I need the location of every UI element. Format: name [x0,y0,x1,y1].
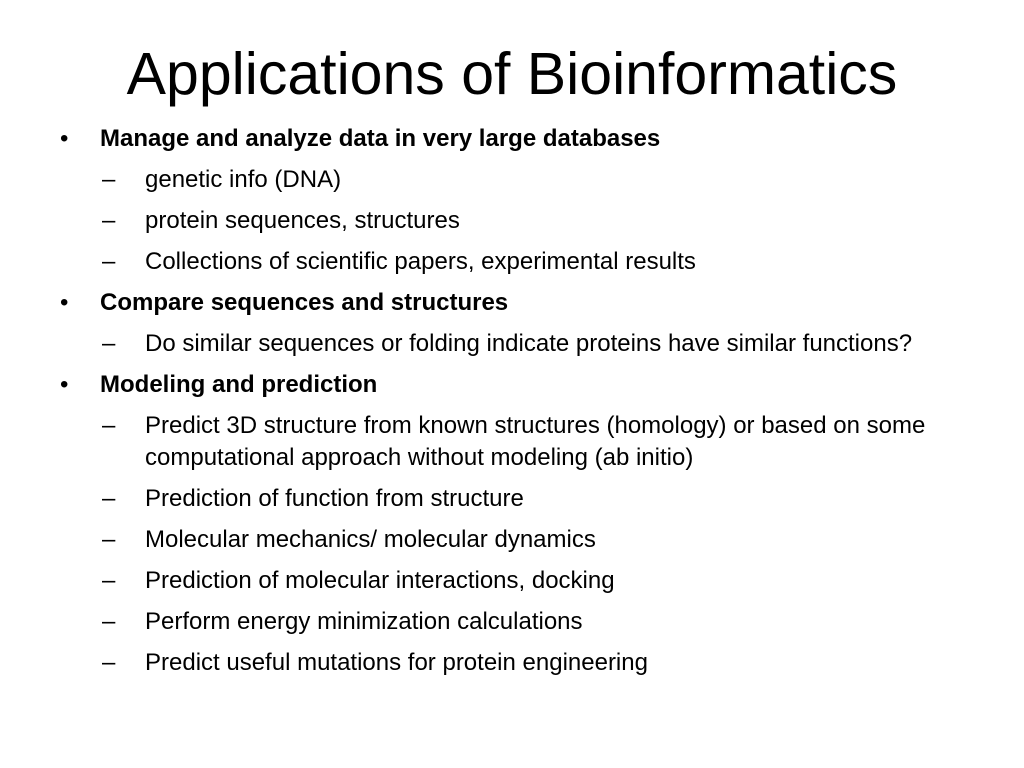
sub-item [100,483,976,515]
sub-item-text: Prediction of molecular interactions, docking [145,567,615,594]
dash-mark: – [102,649,116,676]
dash-mark: – [102,526,116,553]
sub-item [100,164,976,196]
sub-list [100,164,976,278]
bullet-mark: • [60,289,69,316]
bullet-item [56,287,976,360]
sub-item [100,606,976,638]
sub-item [100,328,976,360]
sub-item-text: Molecular mechanics/ molecular dynamics [145,526,596,553]
dash-mark: – [102,567,116,594]
sub-item [100,647,976,679]
sub-item-text: protein sequences, structures [145,207,460,234]
sub-item-text: genetic info (DNA) [145,166,342,193]
sub-item-text: Prediction of function from structure [145,485,524,512]
dash-mark: – [102,412,116,439]
sub-item [100,565,976,597]
bullet-heading: Compare sequences and structures [100,289,509,316]
sub-item [100,246,976,278]
dash-mark: – [102,166,116,193]
sub-item [100,205,976,237]
sub-item-text: Perform energy minimization calculations [145,608,583,635]
bullet-heading: Manage and analyze data in very large databases [100,125,661,152]
dash-mark: – [102,330,116,357]
dash-mark: – [102,248,116,275]
bullet-list [56,123,976,688]
bullet-item [56,369,976,679]
slide-title: Applications of Bioinformatics [126,41,898,107]
bullet-item [56,123,976,278]
sub-list [100,410,976,679]
sub-list [100,328,976,360]
bullet-heading: Modeling and prediction [100,371,378,398]
sub-item-text: Predict useful mutations for protein engineering [145,649,648,676]
sub-item [100,524,976,556]
sub-item-text: Do similar sequences or folding indicate proteins have similar functions? [145,330,913,357]
bullet-mark: • [60,125,69,152]
dash-mark: – [102,608,116,635]
sub-item-text: Collections of scientific papers, experimental results [145,248,696,275]
sub-item [100,410,976,474]
sub-item-text: Predict 3D structure from known structures (homology) or based on some computational approach without modeling (ab initio) [145,412,926,471]
dash-mark: – [102,207,116,234]
dash-mark: – [102,485,116,512]
bullet-mark: • [60,371,69,398]
